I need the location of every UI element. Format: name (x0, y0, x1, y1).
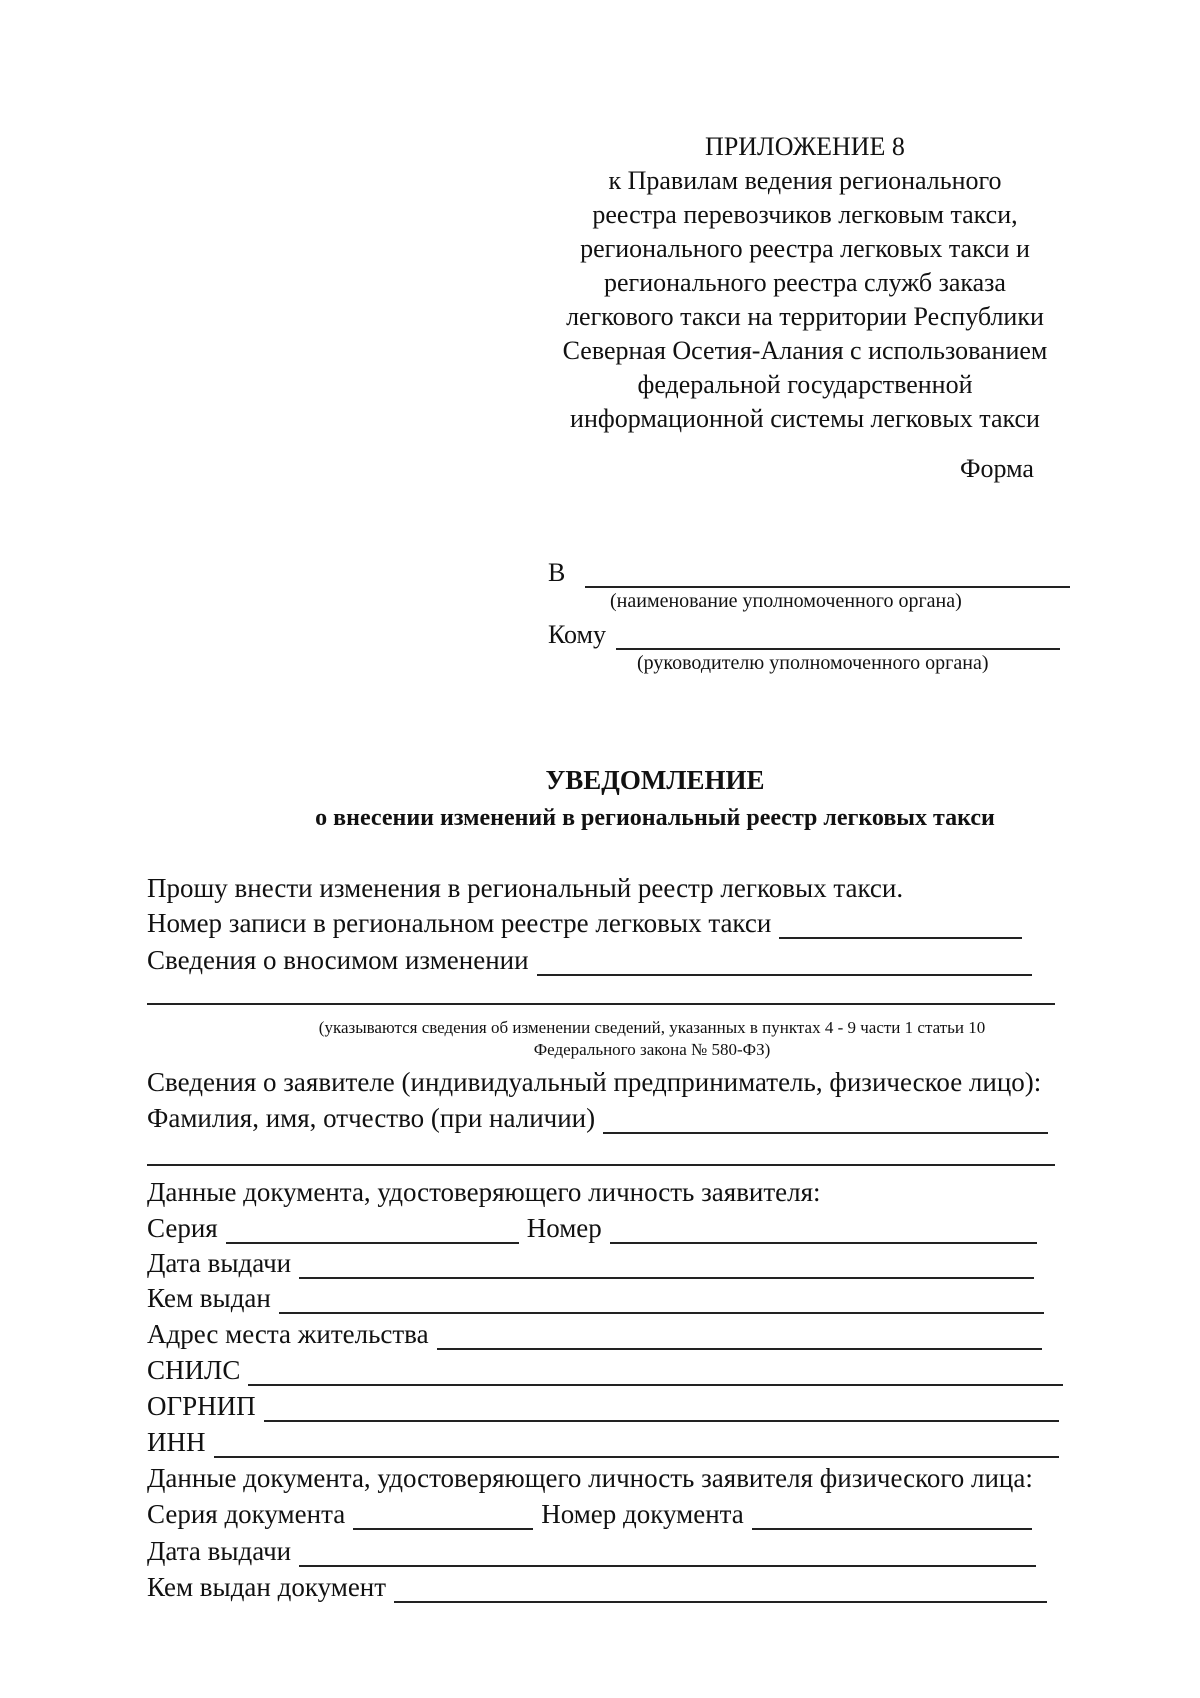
appendix-line: реестра перевозчиков легковым такси, (592, 200, 1018, 229)
recipient-row (548, 620, 1060, 650)
inn-label: ИНН (147, 1427, 206, 1457)
doc-number-label: Номер документа (541, 1499, 744, 1529)
appendix-line: регионального реестра служб заказа (604, 268, 1006, 297)
document-subtitle: о внесении изменений в региональный реестр легковых такси (315, 805, 995, 831)
series-number-row (147, 1213, 1037, 1244)
record-number-row (147, 908, 1022, 939)
doc-issue-date-row (147, 1536, 1036, 1567)
issued-by-row (147, 1283, 1044, 1314)
issue-date-label: Дата выдачи (147, 1248, 292, 1278)
person-document-heading: Данные документа, удостоверяющего личность заявителя физического лица: (147, 1463, 1033, 1493)
full-name-label: Фамилия, имя, отчество (при наличии) (147, 1103, 596, 1133)
address-row (147, 1319, 1042, 1350)
change-info-field[interactable] (537, 952, 1032, 976)
change-info-row (147, 945, 1032, 976)
appendix-line: федеральной государственной (637, 370, 973, 399)
change-info-note (147, 1017, 1157, 1061)
issued-by-field[interactable] (279, 1290, 1044, 1314)
record-number-field[interactable] (779, 915, 1022, 939)
doc-issue-date-label: Дата выдачи (147, 1536, 292, 1566)
addressee-field[interactable] (585, 564, 1070, 588)
doc-issued-by-row (147, 1572, 1047, 1603)
change-info-note-line: Федерального закона № 580-ФЗ) (533, 1040, 771, 1059)
appendix-title: ПРИЛОЖЕНИЕ 8 (705, 132, 905, 161)
addressee-label: В (548, 558, 566, 587)
change-info-label: Сведения о вносимом изменении (147, 945, 529, 975)
address-label: Адрес места жительства (147, 1319, 429, 1349)
doc-issue-date-field[interactable] (299, 1543, 1036, 1567)
inn-row (147, 1427, 1059, 1458)
recipient-field[interactable] (616, 626, 1060, 650)
addressee-row (548, 558, 1070, 588)
doc-issued-by-field[interactable] (394, 1579, 1047, 1603)
change-info-field-continued[interactable] (147, 1003, 1055, 1005)
issue-date-row (147, 1248, 1034, 1279)
ogrnip-field[interactable] (264, 1398, 1059, 1422)
appendix-line: Северная Осетия-Алания с использованием (562, 336, 1048, 365)
ogrnip-label: ОГРНИП (147, 1391, 256, 1421)
number-label: Номер (526, 1213, 602, 1243)
appendix-line: легкового такси на территории Республики (566, 302, 1044, 331)
addressee-hint: (наименование уполномоченного органа) (610, 590, 962, 612)
id-document-heading: Данные документа, удостоверяющего личность заявителя: (147, 1177, 821, 1207)
series-field[interactable] (226, 1220, 519, 1244)
doc-series-field[interactable] (353, 1506, 533, 1530)
doc-series-label: Серия документа (147, 1499, 346, 1529)
appendix-line: информационной системы легковых такси (570, 404, 1040, 433)
full-name-row (147, 1103, 1048, 1134)
appendix-block (520, 130, 1090, 436)
full-name-field-continued[interactable] (147, 1164, 1055, 1166)
appendix-line: к Правилам ведения регионального (608, 166, 1002, 195)
request-text: Прошу внести изменения в региональный реестр легковых такси. (147, 873, 904, 903)
inn-field[interactable] (214, 1434, 1059, 1458)
snils-label: СНИЛС (147, 1355, 241, 1385)
applicant-info-heading: Сведения о заявителе (индивидуальный предприниматель, физическое лицо): (147, 1067, 1042, 1097)
doc-number-field[interactable] (752, 1506, 1032, 1530)
appendix-line: регионального реестра легковых такси и (580, 234, 1030, 263)
form-label: Форма (960, 454, 1034, 483)
number-field[interactable] (610, 1220, 1037, 1244)
series-label: Серия (147, 1213, 218, 1243)
record-number-label: Номер записи в региональном реестре легковых такси (147, 908, 772, 938)
ogrnip-row (147, 1391, 1059, 1422)
doc-issued-by-label: Кем выдан документ (147, 1572, 387, 1602)
doc-series-number-row (147, 1499, 1032, 1530)
snils-field[interactable] (248, 1362, 1063, 1386)
document-title: УВЕДОМЛЕНИЕ (545, 765, 765, 795)
issue-date-field[interactable] (299, 1255, 1034, 1279)
issued-by-label: Кем выдан (147, 1283, 271, 1313)
full-name-field[interactable] (603, 1110, 1048, 1134)
recipient-label: Кому (548, 620, 607, 649)
recipient-hint: (руководителю уполномоченного органа) (637, 652, 989, 674)
change-info-note-line: (указываются сведения об изменении сведений, указанных в пунктах 4 - 9 части 1 статьи 10 (318, 1018, 986, 1037)
address-field[interactable] (437, 1326, 1042, 1350)
snils-row (147, 1355, 1063, 1386)
